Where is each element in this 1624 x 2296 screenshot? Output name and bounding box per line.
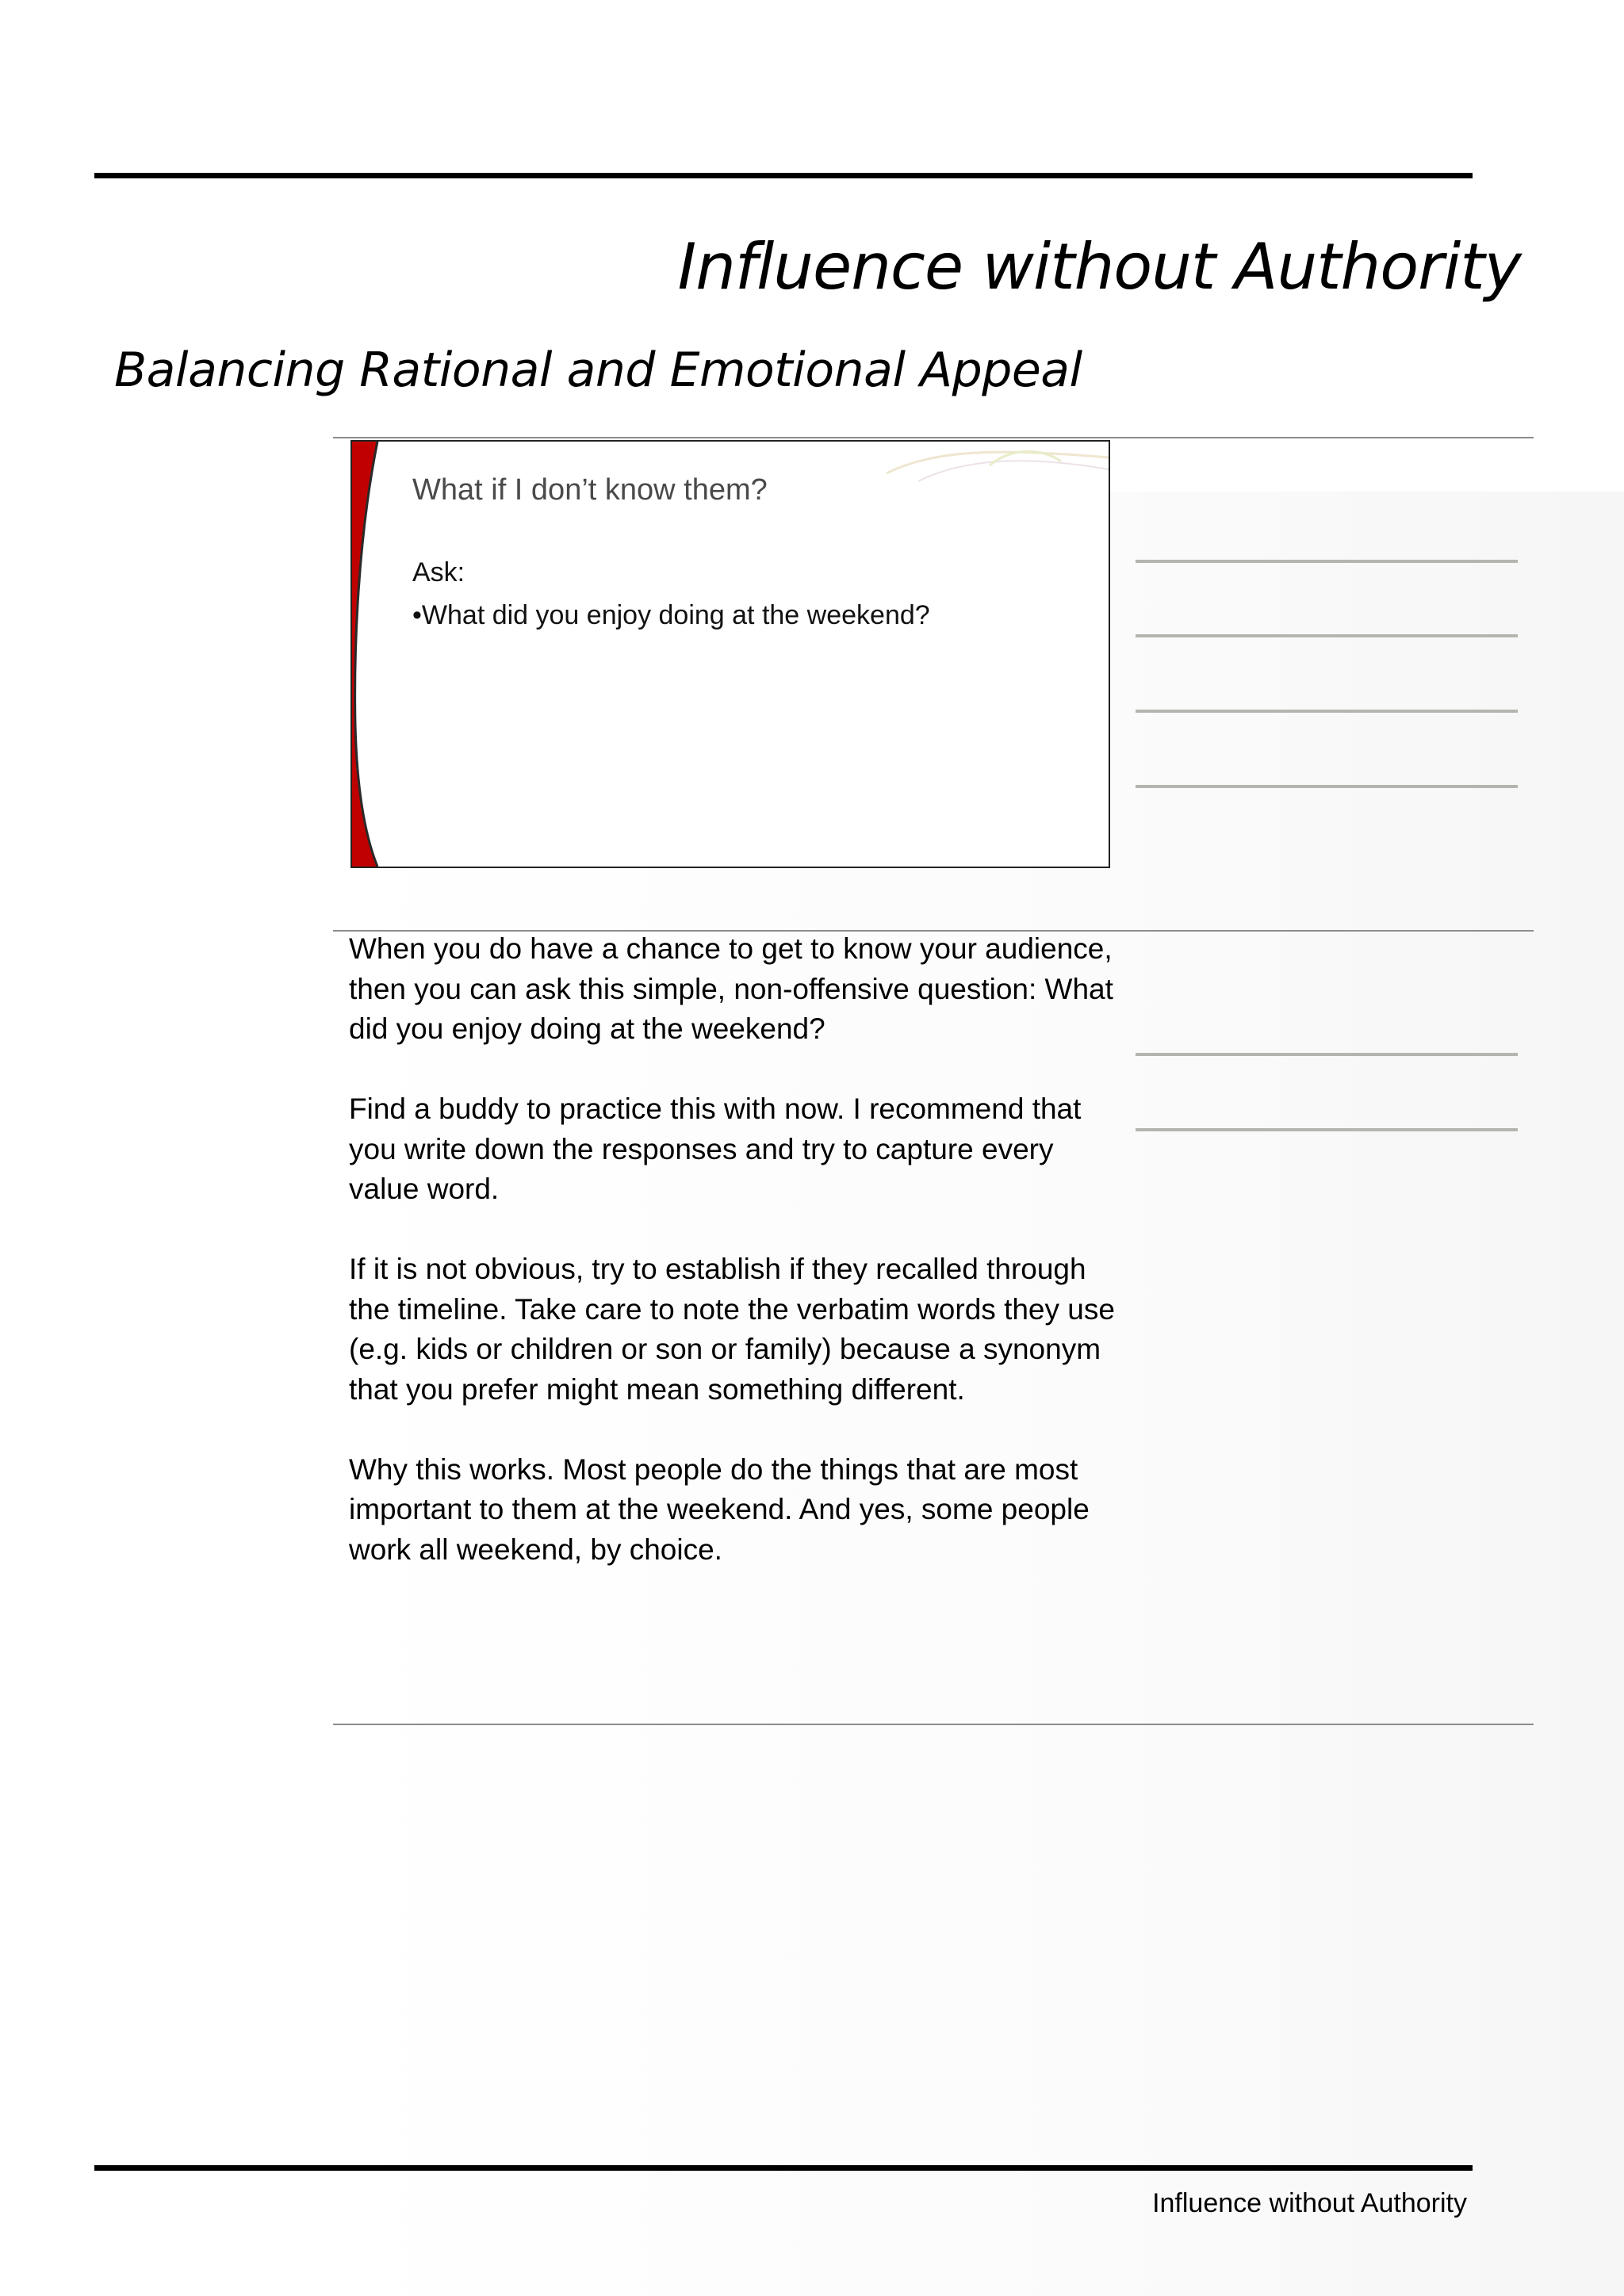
slide-decorative-swirl <box>871 442 1109 489</box>
footer-rule <box>94 2165 1473 2171</box>
note-line <box>1136 634 1518 637</box>
slide-bullet-item: •What did you enjoy doing at the weekend? <box>412 600 930 630</box>
note-line <box>1136 1053 1518 1056</box>
body-paragraph: Find a buddy to practice this with now. I recommend that you write down the responses and try to capture every value word. <box>349 1093 1082 1205</box>
body-paragraph: Why this works. Most people do the things that are most important to them at the weekend. And yes, some people work all weekend, by choice. <box>349 1452 1090 1566</box>
body-text <box>349 929 1126 1610</box>
note-line <box>1136 710 1518 713</box>
section-subtitle: Balancing Rational and Emotional Appeal <box>114 342 1082 398</box>
slide-red-accent <box>352 442 400 867</box>
slide-title: What if I don’t know them? <box>412 473 768 507</box>
note-line <box>1136 560 1518 563</box>
slide-ask-label: Ask: <box>412 557 465 587</box>
note-line <box>1136 785 1518 788</box>
header-rule <box>94 173 1473 178</box>
body-paragraph: When you do have a chance to get to know your audience, then you can ask this simple, non-offensive question: What did you enjoy doing at the weekend? <box>349 932 1113 1045</box>
section-divider-bottom <box>333 1724 1534 1725</box>
section-divider-top <box>333 437 1534 438</box>
document-title: Influence without Authority <box>677 230 1521 304</box>
footer-label: Influence without Authority <box>1152 2188 1467 2218</box>
note-line <box>1136 1128 1518 1131</box>
body-paragraph: If it is not obvious, try to establish if they recalled through the timeline. Take care to note the verbatim words they use (e.g. kids or children or son or family) because a synonym that you prefer might mean something different. <box>349 1253 1115 1406</box>
slide-thumbnail <box>350 440 1110 868</box>
